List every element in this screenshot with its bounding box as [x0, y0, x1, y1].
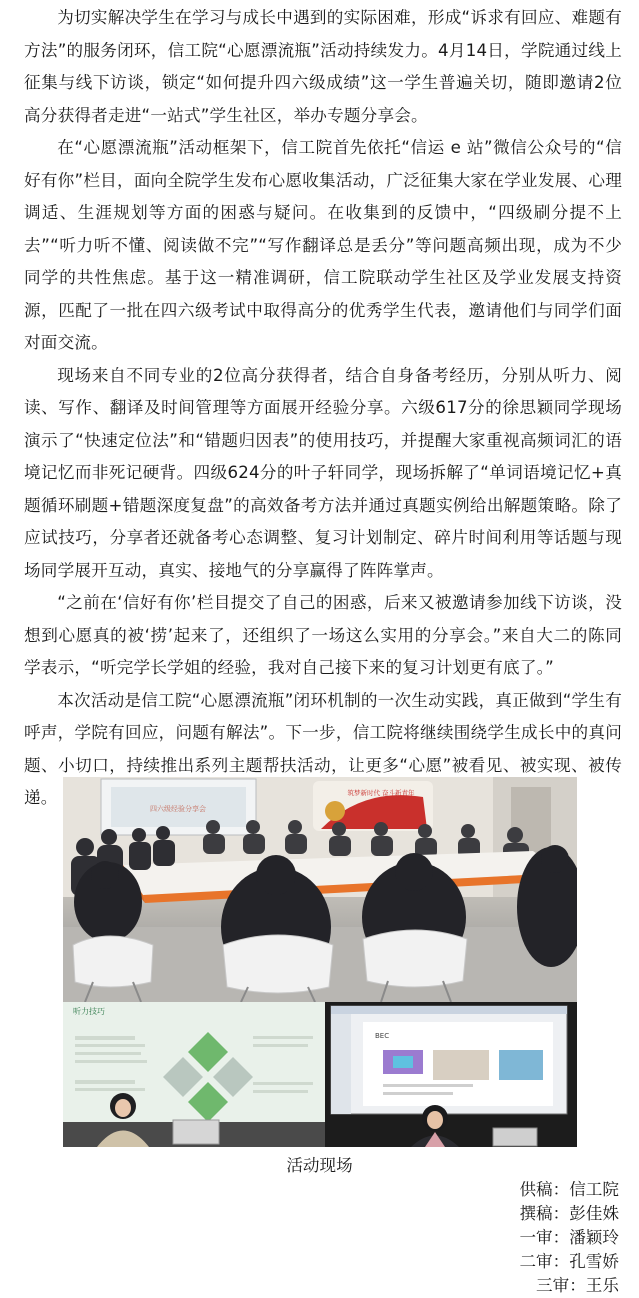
paragraph-3: 现场来自不同专业的2位高分获得者，结合自身备考经历，分别从听力、阅读、写作、翻译及时间管理等方面展开经验分享。六级617分的徐思颖同学现场演示了“快速定位法”和“错题归因表”的使用技巧，并提醒大家重视高频词汇的语境记忆而非死记硬背。四级624分的叶子轩同学，现场拆解了“单词语境记忆+真题循环刷题+错题深度复盘”的高效备考方法并通过真题实例给出解题策略。除了应试技巧，分享者还就备考心态调整、复习计划制定、碎片时间利用等话题与现场同学展开互动，真实、接地气的分享赢得了阵阵掌声。 — [24, 365, 622, 580]
paragraph-2: 在“心愿漂流瓶”活动框架下，信工院首先依托“信运 e 站”微信公众号的“信好有你”栏目，面向全院学生发布心愿收集活动，广泛征集大家在学业发展、心理调适、生涯规划等方面的困惑与疑问。在收集到的反馈中，“四级刷分提不上去”“听力听不懂、阅读做不完”“写作翻译总是丢分”等问题高频出现，成为不少同学的共性焦虑。基于这一精准调研，信工院联动学生社区及学业发展支持资源，匹配了一批在四六级考试中取得高分的优秀学生代表，邀请他们与同学们面对面交流。 — [24, 138, 622, 352]
presenters-illustration — [63, 1002, 577, 1147]
event-photo-presenters — [63, 1002, 577, 1147]
paragraph-1: 为切实解决学生在学习与成长中遇到的实际困难，形成“诉求有回应、难题有方法”的服务闭环，信工院“心愿漂流瓶”活动持续发力。4月14日，学院通过线上征集与线下访谈，锁定“如何提升四六级成绩”这一学生普遍关切，随即邀请2位高分获得者走进“一站式”学生社区，举办专题分享会。 — [24, 8, 622, 125]
event-photo-meeting-room — [63, 777, 577, 1002]
wall-banner-text: 筑梦新时代 奋斗新青年 — [347, 789, 415, 797]
paragraph-4: “之前在‘信好有你’栏目提交了自己的困惑，后来又被邀请参加线下访谈，没想到心愿真的被‘捞’起来了，还组织了一场这么实用的分享会。”来自大二的陈同学表示，“听完学长学姐的经验，我对自己接下来的复习计划更有底了。” — [24, 593, 622, 677]
screen-text: 四六级经验分享会 — [150, 805, 206, 813]
credit-second-review: 二审：孔雪娇 — [519, 1252, 619, 1271]
paragraph-5: 本次活动是信工院“心愿漂流瓶”闭环机制的一次生动实践，真正做到“学生有呼声，学院有回应，问题有解法”。下一步，信工院将继续围绕学生成长中的真问题、小切口，持续推出系列主题帮扶活动，让更多“心愿”被看见、被实现、被传递。 — [24, 690, 622, 807]
credit-contributor: 供稿：信工院 — [519, 1180, 619, 1199]
credits-block — [519, 1178, 619, 1298]
credit-first-review: 一审：潘颖玲 — [519, 1228, 619, 1247]
meeting-room-illustration — [63, 777, 577, 1002]
event-photo-collage — [63, 777, 577, 1147]
credit-third-review: 三审：王乐 — [536, 1276, 619, 1295]
slide-right-title: BEC — [375, 1032, 390, 1040]
article-body — [24, 2, 622, 815]
credit-writer: 撰稿：彭佳姝 — [519, 1204, 619, 1223]
slide-left-title: 听力技巧 — [73, 1007, 105, 1016]
photo-caption: 活动现场 — [286, 1156, 353, 1175]
